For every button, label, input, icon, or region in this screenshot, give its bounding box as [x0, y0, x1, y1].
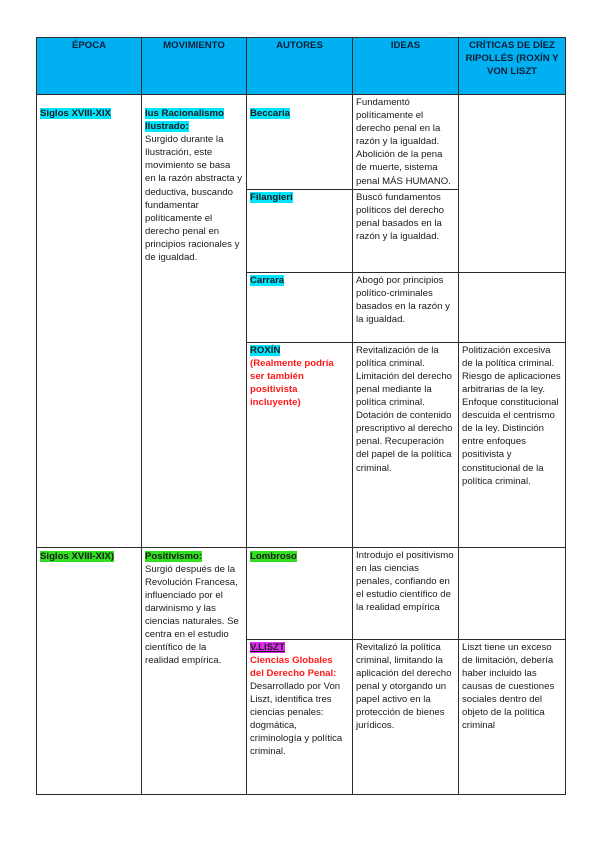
epoca-cell-1	[37, 95, 142, 548]
movimiento-title-1: Ius Racionalismo Ilustrado:	[145, 108, 224, 133]
idea-cell: Revitalización de la política criminal. Limitación del derecho penal mediante la política criminal. Dotación de contenido prescriptivo al derecho penal. Recuperación del papel de la política criminal.	[353, 342, 459, 547]
autor-liszt-subtitle: Ciencias Globales del Derecho Penal:	[250, 654, 337, 679]
autor-cell	[247, 95, 353, 190]
critica-cell: Liszt tiene un exceso de limitación, debería haber incluido las causas de cuestiones sociales dentro del objeto de la política criminal	[459, 639, 566, 794]
table-row	[37, 95, 566, 190]
idea-cell: Revitalizó la política criminal, limitando la aplicación del derecho penal y otorgando un papel activo en la protección de bienes jurídicos.	[353, 639, 459, 794]
autor-liszt-desc: Desarrollado por Von Liszt, identifica tres ciencias penales: dogmática, criminología y política criminal.	[250, 680, 343, 758]
epoca-label-2: Siglos XVIII-XIX)	[40, 550, 115, 562]
autor-beccaria: Beccaria	[250, 108, 291, 119]
critica-cell	[459, 95, 566, 273]
autor-roxin-note: (Realmente podría ser también positivista incluyente)	[250, 357, 334, 409]
idea-cell: Fundamentó políticamente el derecho penal en la razón y la igualdad. Abolición de la pena de muerte, sistema penal MÁS HUMANO.	[353, 95, 459, 190]
autor-cell	[247, 272, 353, 342]
header-autores: AUTORES	[247, 38, 353, 95]
header-criticas: CRÍTICAS DE DÍEZ RIPOLLÉS (ROXÍN Y VON LISZT	[459, 38, 566, 95]
header-ideas: IDEAS	[353, 38, 459, 95]
critica-cell	[459, 272, 566, 342]
movimiento-desc-2: Surgió después de la Revolución Francesa, influenciado por el darwinismo y las ciencias naturales. Se centra en el estudio científico de la realidad empírica.	[145, 563, 239, 667]
epoca-cell-2	[37, 547, 142, 794]
autor-filangieri: Filangieri	[250, 191, 293, 203]
autor-cell	[247, 189, 353, 272]
autor-roxin: ROXÍN	[250, 344, 281, 356]
comparison-table	[36, 37, 566, 795]
movimiento-cell-2	[142, 547, 247, 794]
autor-carrara: Carrara	[250, 274, 285, 286]
movimiento-cell-1	[142, 95, 247, 548]
epoca-label-1: Siglos XVIII-XIX	[40, 108, 111, 119]
autor-cell	[247, 342, 353, 547]
idea-cell: Introdujo el positivismo en las ciencias penales, confiando en el estudio científico de la realidad empírica	[353, 547, 459, 639]
critica-cell: Politización excesiva de la política criminal. Riesgo de aplicaciones arbitrarias de la ley. Enfoque constitucional descuida el centrismo de la ley. Distinción entre enfoques positivista y constitucional de la política criminal.	[459, 342, 566, 547]
header-movimiento: MOVIMIENTO	[142, 38, 247, 95]
critica-cell	[459, 547, 566, 639]
autor-cell	[247, 547, 353, 639]
autor-cell	[247, 639, 353, 794]
table-row	[37, 547, 566, 639]
autor-lombroso: Lombroso	[250, 550, 297, 562]
autor-liszt: V.LISZT	[250, 641, 285, 653]
header-epoca: ÉPOCA	[37, 38, 142, 95]
idea-cell: Buscó fundamentos políticos del derecho penal basados en la razón y la igualdad.	[353, 189, 459, 272]
movimiento-desc-1: Surgido durante la Ilustración, este movimiento se basa en la razón abstracta y deductiva, buscando fundamentar políticamente el derecho penal en principios racionales y de igualdad.	[145, 134, 243, 264]
movimiento-title-2: Positivismo:	[145, 550, 203, 562]
idea-cell: Abogó por principios político-criminales basados en la razón y la igualdad.	[353, 272, 459, 342]
header-row	[37, 38, 566, 95]
